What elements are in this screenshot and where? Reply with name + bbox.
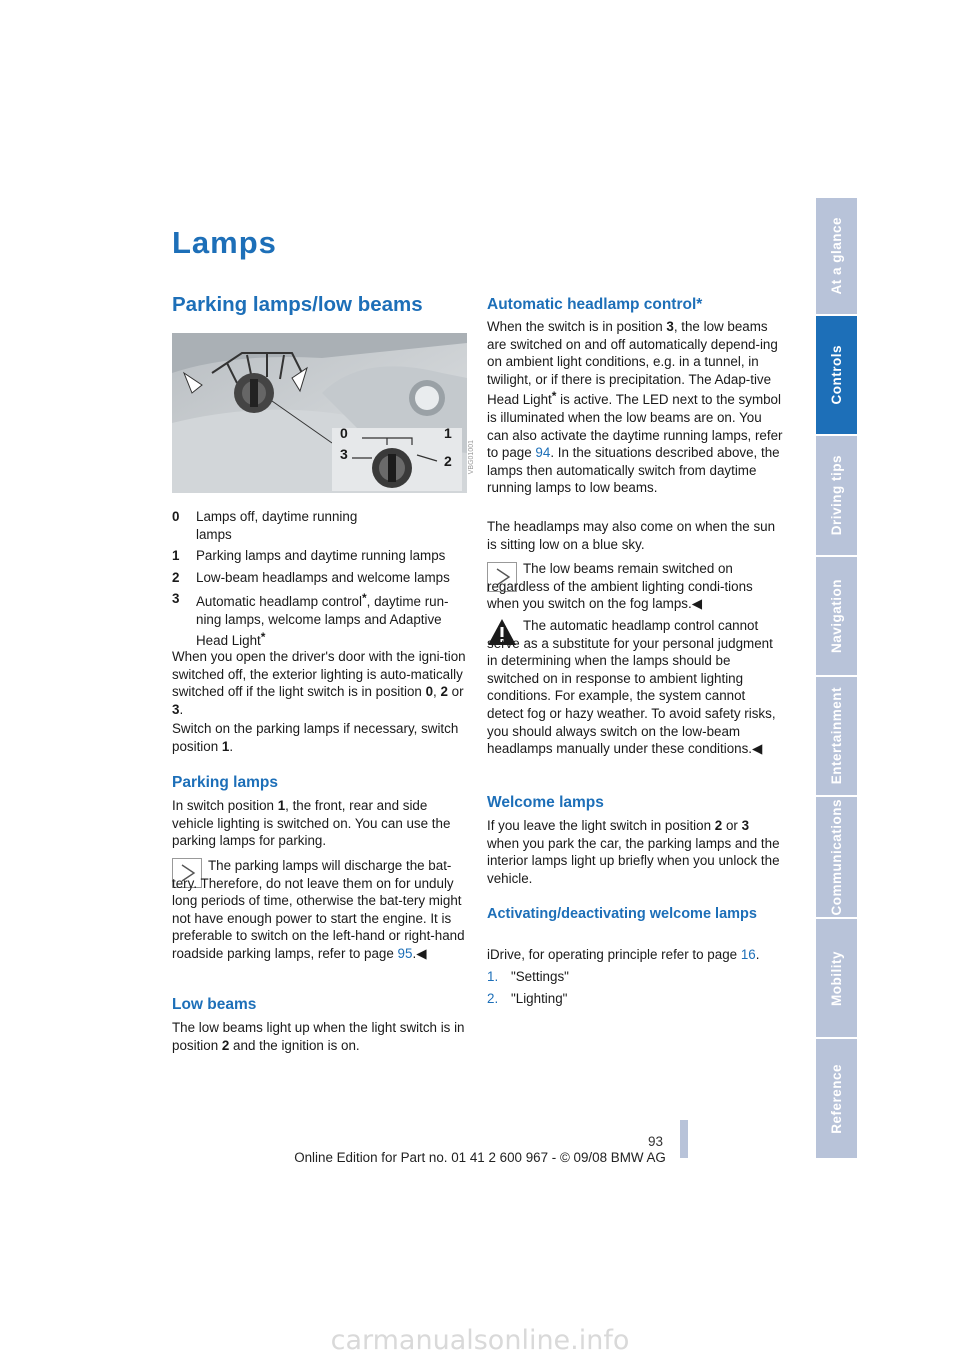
text: When you open the driver's door with the igni-tion switched off, the exterior lighting is auto-matically switched off if the light switch is in position xyxy=(172,649,466,700)
tab-label: Communications xyxy=(829,798,844,916)
list-item xyxy=(172,547,467,565)
text: 1 xyxy=(221,738,230,754)
heading-welcome-lamps: Welcome lamps xyxy=(487,794,604,811)
list-item-text: Lamps off, daytime running lamps xyxy=(196,509,358,542)
tab-communications[interactable] xyxy=(816,797,857,919)
text: 3 xyxy=(172,701,180,717)
tab-navigation[interactable] xyxy=(816,557,857,677)
text: and the ignition is on. xyxy=(229,1037,360,1053)
tab-label: Mobility xyxy=(829,950,844,1006)
text: When the switch is in position xyxy=(487,319,667,334)
heading-activating-welcome-lamps: Activating/deactivating welcome lamps xyxy=(487,906,757,922)
page-link-94[interactable]: 94 xyxy=(535,445,551,461)
footer-edition: Online Edition for Part no. 01 41 2 600 967 - © 09/08 BMW AG xyxy=(294,1150,666,1165)
tab-mobility[interactable] xyxy=(816,919,857,1039)
text: 3 xyxy=(666,319,674,334)
list-item xyxy=(487,968,784,986)
text: The low beams light up when the light switch is in position xyxy=(172,1020,465,1053)
page-link-16[interactable]: 16 xyxy=(740,947,756,962)
text: The low beams remain switched on regardless of the ambient lighting condi-tions when you switch on the fog lamps. xyxy=(487,561,753,612)
list-item-number: 3 xyxy=(172,591,180,607)
text: In switch position xyxy=(172,798,278,813)
list-item xyxy=(172,508,467,543)
text: 0 xyxy=(425,684,434,700)
tab-label: Reference xyxy=(829,1063,844,1134)
page-title: Lamps xyxy=(172,225,277,260)
list-item-text-part: Automatic headlamp control xyxy=(196,594,362,610)
list-item-number: 2 xyxy=(172,569,180,585)
list-item xyxy=(487,990,784,1008)
text: 1 xyxy=(277,798,286,813)
tab-label: Controls xyxy=(829,345,844,405)
page-number: 93 xyxy=(648,1134,664,1149)
text: , the front, rear and side vehicle lighting is switched on. You can use the parking lamps for parking. xyxy=(172,798,451,849)
paragraph: The headlamps may also come on when the sun is sitting low on a blue sky. xyxy=(487,519,776,552)
text: 2 xyxy=(714,818,723,833)
figure-label-2: 2 xyxy=(444,453,452,469)
paragraph xyxy=(172,1019,467,1054)
section-title: Parking lamps/low beams xyxy=(172,293,423,316)
tab-label: At a glance xyxy=(829,217,844,295)
text: If you leave the light switch in position xyxy=(487,818,715,833)
tab-entertainment[interactable] xyxy=(816,677,857,797)
list-item xyxy=(172,590,467,649)
option-star: * xyxy=(260,629,266,644)
note-paragraph xyxy=(172,857,467,963)
list-item xyxy=(172,569,467,587)
list-item-text-part: , daytime run-ning lamps, welcome lamps and Adaptive Head Light xyxy=(196,594,449,648)
text: . xyxy=(179,701,184,717)
option-star: * xyxy=(361,591,367,606)
text: The automatic headlamp control cannot serve as a substitute for your personal judgment in determining when the lamps should be switched on in response to ambient lighting conditions. For example, the system cannot detect fog or hazy weather. To avoid safety risks, you should always switch on the low-beam headlamps manually under these conditions. xyxy=(487,618,776,757)
heading-parking-lamps: Parking lamps xyxy=(172,774,278,791)
list-item-number: 1 xyxy=(172,548,180,564)
step-number: 2. xyxy=(487,990,499,1006)
paragraph xyxy=(172,648,467,718)
list-item-text xyxy=(196,590,467,649)
tab-label: Entertainment xyxy=(829,687,844,785)
figure-label-3: 3 xyxy=(340,446,348,462)
note-paragraph xyxy=(487,560,784,613)
tab-label: Navigation xyxy=(829,578,844,653)
figure-code: VBG01001 xyxy=(468,440,475,475)
paragraph xyxy=(487,817,784,887)
end-mark: ◀ xyxy=(691,596,703,612)
text: or xyxy=(447,684,464,700)
tab-driving-tips[interactable] xyxy=(816,436,857,557)
heading-low-beams: Low beams xyxy=(172,996,257,1013)
paragraph xyxy=(487,946,784,964)
tab-at-a-glance[interactable] xyxy=(816,198,857,316)
paragraph xyxy=(172,797,467,850)
text: iDrive, for operating principle refer to page xyxy=(487,947,741,962)
text: . In the situations described above, the lamps then automatically switch from daytime running lamps to low beams. xyxy=(487,445,780,496)
step-text: "Lighting" xyxy=(511,990,568,1006)
text: 3 xyxy=(741,818,750,833)
text: or xyxy=(722,818,742,833)
tab-controls[interactable] xyxy=(816,316,857,436)
figure-label-0: 0 xyxy=(340,425,348,441)
paragraph xyxy=(172,720,467,755)
text: . xyxy=(412,945,417,961)
heading-automatic-headlamp-control: Automatic headlamp control* xyxy=(487,296,703,313)
figure-label-1: 1 xyxy=(444,425,452,441)
text: 2 xyxy=(221,1037,230,1053)
steps-list xyxy=(487,968,784,1007)
text: . xyxy=(229,738,234,754)
list-item-number: 0 xyxy=(172,509,180,524)
switch-position-list xyxy=(172,508,467,649)
text: is active. The LED next to the symbol is illuminated when the low beams are on. You can also activate the daytime running lamps, refer to page xyxy=(487,392,783,461)
paragraph xyxy=(487,318,784,497)
text: when you park the car, the parking lamps and the interior lamps light up briefly when you unlock the vehicle. xyxy=(487,835,780,886)
watermark: carmanualsonline.info xyxy=(330,1325,630,1356)
text: . xyxy=(755,947,760,962)
step-text: "Settings" xyxy=(511,969,569,984)
warning-paragraph xyxy=(487,617,784,758)
text: The parking lamps will discharge the bat-tery. Therefore, do not leave them on for unduly long periods of time, otherwise the bat-tery might not have enough power to start the engine. It is preferable to switch on the left-hand or right-hand roadside parking lamps, refer to page xyxy=(172,858,465,961)
text: , xyxy=(433,684,441,700)
option-star: * xyxy=(551,389,557,404)
tab-reference[interactable] xyxy=(816,1039,857,1160)
step-number: 1. xyxy=(487,969,499,984)
page-link-95[interactable]: 95 xyxy=(397,945,413,961)
text: Switch on the parking lamps if necessary, switch position xyxy=(172,721,459,754)
list-item-text: Parking lamps and daytime running lamps xyxy=(196,548,446,564)
list-item-text: Low-beam headlamps and welcome lamps xyxy=(196,569,450,585)
chapter-tabs xyxy=(816,198,857,1160)
light-switch-figure xyxy=(172,333,467,493)
end-mark: ◀ xyxy=(752,741,763,757)
end-mark: ◀ xyxy=(416,945,427,961)
text: 2 xyxy=(440,684,448,700)
tab-label: Driving tips xyxy=(829,455,844,536)
text: , the low beams are switched on and off automatically depend-ing on ambient light conditions, e.g. in a tunnel, in twilight, or if there is precipitation. The Adap-tive Head Light xyxy=(487,319,778,408)
